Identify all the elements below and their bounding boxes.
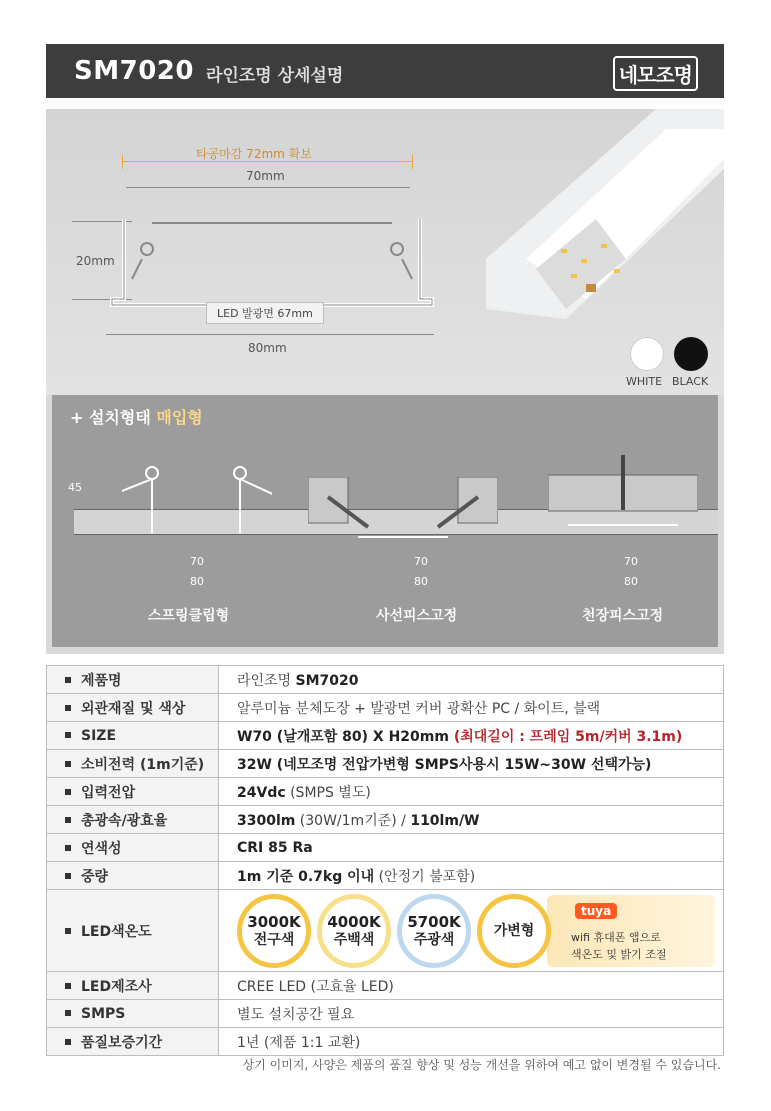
diagonal-screw-illustration [308, 477, 498, 547]
method-ceiling-screw: 천장피스고정 [582, 608, 664, 624]
spec-label: 입력전압 [47, 778, 219, 806]
spec-value: 24Vdc (SMPS 별도) [219, 778, 724, 806]
spec-label: 중량 [47, 862, 219, 890]
spec-label: LED제조사 [47, 972, 219, 1000]
spec-value: 1년 (제품 1:1 교환) [219, 1028, 724, 1056]
spec-label: SMPS [47, 1000, 219, 1028]
table-row [47, 972, 724, 1000]
white-label: WHITE [626, 375, 663, 388]
table-row [47, 1028, 724, 1056]
installation-type: 매입형 [156, 408, 203, 427]
ceiling-dim-80: 80 [624, 575, 638, 588]
table-row [47, 1000, 724, 1028]
spec-value: 라인조명 SM7020 [219, 666, 724, 694]
black-label: BLACK [672, 375, 709, 388]
spec-table [46, 665, 724, 1056]
page-header [46, 44, 724, 98]
width-70-line [126, 187, 410, 188]
cct-badge-3000k: 3000K 전구색 [237, 894, 311, 968]
profile-cross-section [102, 209, 442, 309]
height-45-label: 45 [68, 481, 82, 494]
table-row [47, 750, 724, 778]
table-row [47, 806, 724, 834]
page-subtitle: 라인조명 상세설명 [205, 65, 344, 86]
table-row [47, 694, 724, 722]
table-row [47, 890, 724, 972]
table-row [47, 778, 724, 806]
table-row [47, 722, 724, 750]
cutout-dimension-line [122, 161, 412, 162]
profile-diagram [46, 109, 724, 395]
installation-title [70, 405, 203, 428]
tuya-description: wifi 휴대폰 앱으로 색온도 및 밝기 조절 [571, 930, 667, 961]
product-photo [466, 109, 724, 329]
method-diagonal-screw: 사선피스고정 [376, 608, 458, 624]
tuya-logo: tuya [575, 903, 617, 919]
black-color-swatch [674, 337, 708, 371]
table-row [47, 834, 724, 862]
spec-value: 3300lm (30W/1m기준) / 110lm/W [219, 806, 724, 834]
spring-dim-80: 80 [190, 575, 204, 588]
tuya-app-info [547, 895, 715, 967]
cct-options [219, 890, 724, 972]
spec-value: 알루미늄 분체도장 + 발광면 커버 광확산 PC / 화이트, 블랙 [219, 694, 724, 722]
spec-value: W70 (날개포함 80) X H20mm (최대길이 : 프레임 5m/커버 3.1m) [219, 722, 724, 750]
cutout-tick-left [122, 155, 123, 169]
spec-label: 소비전력 (1m기준) [47, 750, 219, 778]
installation-title-prefix: + 설치형태 [70, 408, 157, 427]
product-diagram-panel [46, 109, 724, 654]
spec-label: 품질보증기간 [47, 1028, 219, 1056]
spec-value: CREE LED (고효율 LED) [219, 972, 724, 1000]
spec-label: 외관재질 및 색상 [47, 694, 219, 722]
spec-label: LED색온도 [47, 890, 219, 972]
width-70-label: 70mm [246, 169, 285, 183]
spec-label: 총광속/광효율 [47, 806, 219, 834]
brand-logo: 네모조명 [613, 56, 698, 91]
led-surface-label: LED 발광면 67mm [206, 302, 324, 324]
spec-value: 별도 설치공간 필요 [219, 1000, 724, 1028]
spec-label: 제품명 [47, 666, 219, 694]
method-spring-clip: 스프링클립형 [148, 608, 230, 624]
diagonal-dim-70: 70 [414, 555, 428, 568]
spec-label: SIZE [47, 722, 219, 750]
spec-label: 연색성 [47, 834, 219, 862]
spec-value: CRI 85 Ra [219, 834, 724, 862]
ceiling-dim-70: 70 [624, 555, 638, 568]
table-row [47, 862, 724, 890]
installation-panel [52, 395, 718, 647]
spring-dim-70: 70 [190, 555, 204, 568]
height-20-label: 20mm [76, 254, 115, 268]
width-80-label: 80mm [248, 341, 287, 355]
spec-value: 32W (네모조명 전압가변형 SMPS사용시 15W~30W 선택가능) [219, 750, 724, 778]
cutout-tick-right [412, 155, 413, 169]
model-title: SM7020 [74, 56, 194, 86]
cct-badge-4000k: 4000K 주백색 [317, 894, 391, 968]
footnote-disclaimer: 상기 이미지, 사양은 제품의 품질 향상 및 성능 개선을 위하여 예고 없이 변경될 수 있습니다. [242, 1058, 721, 1072]
table-row [47, 666, 724, 694]
ceiling-screw-illustration [548, 455, 698, 545]
cutout-dimension-label: 타공마감 72mm 확보 [196, 147, 312, 161]
diagonal-dim-80: 80 [414, 575, 428, 588]
spec-value: 1m 기준 0.7kg 이내 (안정기 불포함) [219, 862, 724, 890]
cct-badge-5700k: 5700K 주광색 [397, 894, 471, 968]
width-80-line [106, 334, 434, 335]
cct-badge-tunable: 가변형 [477, 894, 551, 968]
white-color-swatch [630, 337, 664, 371]
spring-clip-illustration [122, 463, 272, 543]
